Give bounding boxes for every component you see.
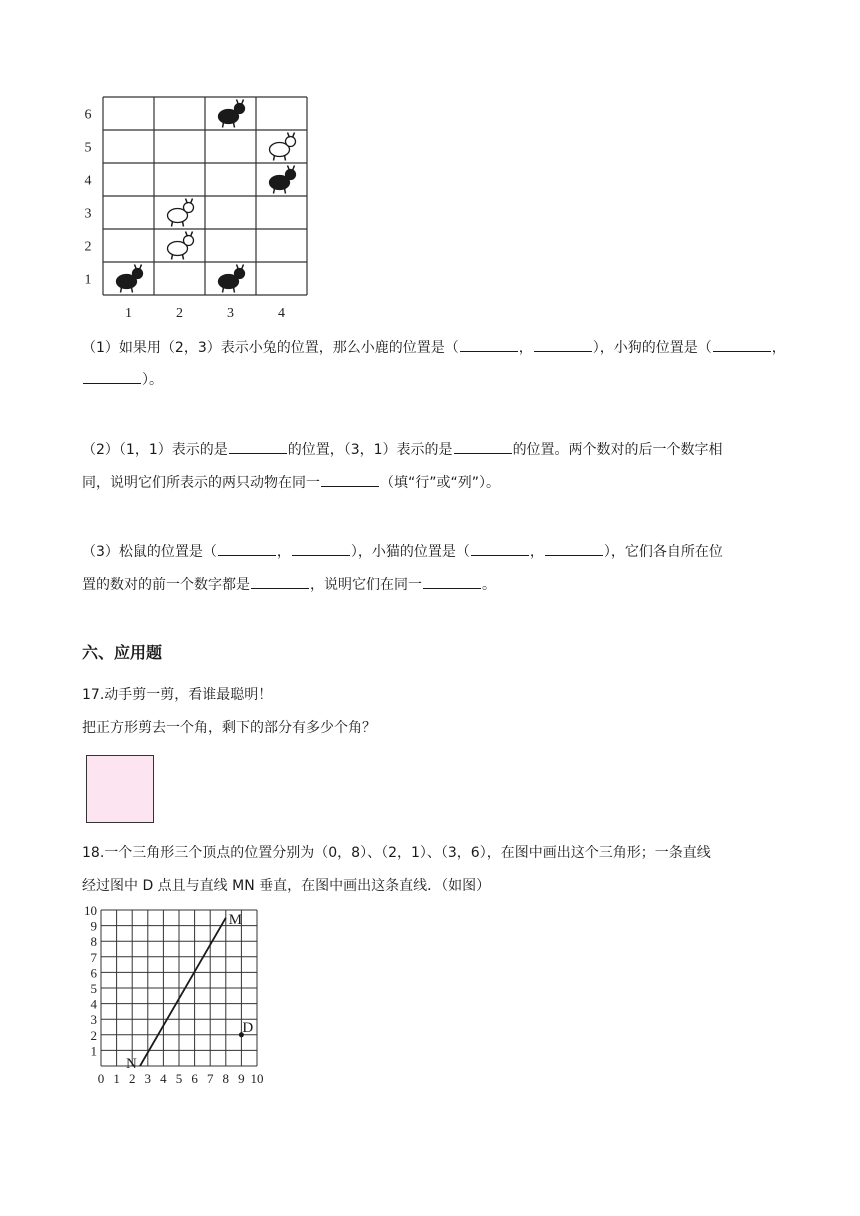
row-label: 1 xyxy=(84,272,92,288)
section-title: 六、应用题 xyxy=(82,643,163,662)
col-label: 3 xyxy=(227,306,234,321)
point-n-label: N xyxy=(126,1056,137,1072)
y-tick-label: 2 xyxy=(90,1027,97,1043)
animal-grid-svg xyxy=(78,92,313,322)
x-tick-label: 10 xyxy=(250,1071,264,1086)
q3-text-e: ，说明它们在同一 xyxy=(310,577,422,593)
answer-blank[interactable] xyxy=(321,472,379,487)
col-label: 1 xyxy=(125,306,132,321)
y-tick-label: 9 xyxy=(90,918,97,934)
q3-comma: ， xyxy=(529,544,544,560)
row-label: 4 xyxy=(84,173,92,189)
y-tick-label: 1 xyxy=(90,1043,97,1059)
coordinate-grid-svg xyxy=(80,900,280,1090)
x-tick-label: 6 xyxy=(191,1071,198,1086)
col-label: 4 xyxy=(278,306,285,321)
row-label: 2 xyxy=(84,239,92,255)
answer-blank[interactable] xyxy=(292,541,350,556)
y-tick-label: 6 xyxy=(90,965,97,981)
squirrel-icon xyxy=(270,166,296,194)
y-tick-label: 7 xyxy=(90,949,97,965)
q2-text-a: （2）（1，1）表示的是 xyxy=(82,442,228,458)
q2-text-b: 的位置，（3，1）表示的是 xyxy=(287,442,453,458)
x-tick-label: 8 xyxy=(222,1071,230,1086)
q3-text-c: ），它们各自所在位 xyxy=(603,544,723,560)
question-2-line-1 xyxy=(82,439,723,460)
dog-icon xyxy=(168,232,194,260)
q2-text-e: （填“行”或“列”）。 xyxy=(380,475,501,491)
question-2-line-2 xyxy=(82,472,500,493)
problem-18-line-2: 经过图中 D 点且与直线 MN 垂直，在图中画出这条直线．（如图） xyxy=(82,878,491,894)
x-tick-label: 9 xyxy=(238,1071,245,1086)
x-tick-label: 4 xyxy=(160,1071,167,1086)
animal-grid xyxy=(78,92,313,322)
x-tick-label: 0 xyxy=(97,1071,105,1086)
q2-text-d: 同，说明它们所表示的两只动物在同一 xyxy=(82,475,320,491)
pink-square xyxy=(86,755,154,823)
monkey-icon xyxy=(219,265,245,293)
answer-blank[interactable] xyxy=(471,541,529,556)
answer-blank[interactable] xyxy=(534,337,592,352)
col-label: 2 xyxy=(176,306,183,321)
coordinate-grid xyxy=(80,900,280,1090)
answer-blank[interactable] xyxy=(454,439,512,454)
question-1-line-1 xyxy=(82,337,786,358)
answer-blank[interactable] xyxy=(83,369,141,384)
answer-blank[interactable] xyxy=(251,574,309,589)
question-3-line-2 xyxy=(82,574,496,595)
goat-icon xyxy=(117,265,143,293)
y-tick-label: 4 xyxy=(90,996,97,1012)
q3-text-f: 。 xyxy=(482,577,496,593)
answer-blank[interactable] xyxy=(713,337,771,352)
q1-comma: ， xyxy=(771,340,786,356)
answer-blank[interactable] xyxy=(229,439,287,454)
q3-text-b: ），小猫的位置是（ xyxy=(350,544,470,560)
x-tick-label: 1 xyxy=(113,1071,120,1086)
row-label: 3 xyxy=(84,206,92,222)
question-1-line-2 xyxy=(82,369,163,390)
x-tick-label: 2 xyxy=(128,1071,136,1086)
cat-icon xyxy=(270,133,296,161)
y-tick-label: 3 xyxy=(90,1012,97,1028)
answer-blank[interactable] xyxy=(545,541,603,556)
answer-blank[interactable] xyxy=(460,337,518,352)
q1-text-a: （1）如果用（2，3）表示小兔的位置，那么小鹿的位置是（ xyxy=(82,340,459,356)
problem-17-text: 把正方形剪去一个角，剩下的部分有多少个角？ xyxy=(82,720,376,736)
problem-17-title: 17.动手剪一剪，看谁最聪明！ xyxy=(82,687,273,703)
row-label: 5 xyxy=(84,140,92,156)
point-d-label: D xyxy=(242,1019,254,1036)
point-m-label: M xyxy=(228,911,243,928)
y-tick-label: 5 xyxy=(90,981,97,996)
x-tick-label: 5 xyxy=(175,1071,183,1086)
q1-comma: ， xyxy=(518,340,533,356)
y-tick-label: 10 xyxy=(84,903,97,918)
q3-comma: ， xyxy=(276,544,291,560)
line-mn xyxy=(140,918,226,1066)
q3-text-d: 置的数对的前一个数字都是 xyxy=(82,577,250,593)
x-tick-label: 7 xyxy=(206,1071,214,1086)
rabbit-icon xyxy=(168,199,194,227)
q1-text-end: ）。 xyxy=(142,372,163,388)
answer-blank[interactable] xyxy=(423,574,481,589)
y-tick-label: 8 xyxy=(90,934,97,950)
q1-text-b: ），小狗的位置是（ xyxy=(592,340,712,356)
problem-18-line-1: 18.一个三角形三个顶点的位置分别为（0，8）、（2，1）、（3，6），在图中画出这个三角形；一条直线 xyxy=(82,845,711,861)
answer-blank[interactable] xyxy=(218,541,276,556)
row-label: 6 xyxy=(84,107,92,123)
q3-text-a: （3）松鼠的位置是（ xyxy=(82,544,217,560)
question-3-line-1 xyxy=(82,541,723,562)
x-tick-label: 3 xyxy=(144,1071,152,1086)
q2-text-c: 的位置。两个数对的后一个数字相 xyxy=(512,442,723,458)
deer-icon xyxy=(219,100,245,128)
